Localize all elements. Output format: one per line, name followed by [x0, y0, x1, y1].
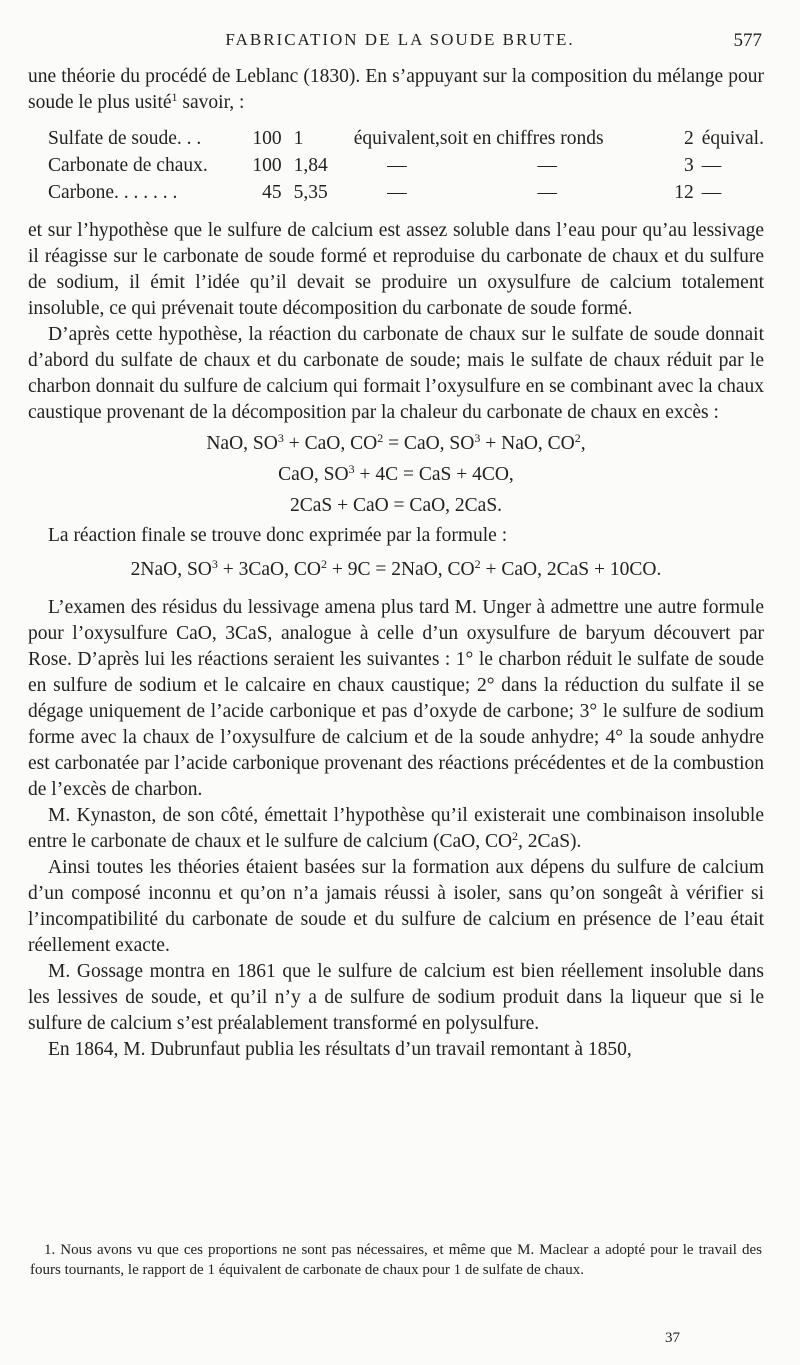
formula-exponent: 3: [211, 557, 218, 571]
table-cell: 100: [252, 128, 282, 149]
paragraph: [28, 803, 764, 855]
formula-exponent: 3: [277, 431, 284, 445]
table-cell: 3: [683, 155, 694, 176]
table-cell: Carbonate de chaux.: [48, 155, 208, 176]
table-cell: 1: [293, 128, 304, 149]
body-text: [28, 64, 764, 1063]
formula-exponent: 2: [512, 829, 519, 843]
table-cell: 45: [262, 182, 282, 203]
formula-exponent: 2: [574, 431, 581, 445]
signature-mark: 37: [665, 1330, 680, 1346]
table-cell: 100: [252, 155, 282, 176]
formula-part: NaO, SO: [206, 433, 278, 454]
paragraph: M. Gossage montra en 1861 que le sulfure de calcium est bien réellement insoluble dans les lessives de soude, et qu’il n’y a de sulfure de sodium produit dans la liqueur que si le sulfure de calcium s’est préalablement transformé en polysulfure.: [28, 961, 764, 1034]
table-cell: —: [537, 182, 557, 203]
table-cell: Sulfate de soude. . .: [48, 128, 202, 149]
formula-part: + 3CaO, CO: [217, 559, 321, 580]
table-cell: —: [387, 182, 407, 203]
formula-part: + 4C = CaS + 4CO,: [354, 464, 514, 485]
formula-exponent: 2: [320, 557, 327, 571]
formula-exponent: 3: [348, 462, 355, 476]
formula-part: 2NaO, SO: [130, 559, 212, 580]
paragraph: L’examen des résidus du lessivage amena plus tard M. Unger à admettre une autre formule pour l’oxysulfure CaO, 3CaS, analogue à celle d’un oxysulfure de baryum découvert par Rose. D’après lui les réactions seraient les suivantes : 1° le charbon réduit le sulfate de soude en sulfure de sodium et le calcaire en chaux caustique; 2° dans la réduction du sulfate il se dégage uniquement de l’acide carbonique et pas d’oxyde de carbone; 3° le sulfure de sodium forme avec la chaux de l’oxysulfure de calcium et de la soude anhydre; 4° la soude anhydre est carbonatée par l’acide carbonique provenant des réactions précédentes et de la combustion de l’excès de charbon.: [28, 597, 764, 800]
running-title: FABRICATION DE LA SOUDE BRUTE.: [225, 30, 575, 49]
reaction-equation: [28, 461, 764, 488]
page-number: 577: [733, 30, 762, 51]
formula-part: + CaO, CO: [283, 433, 378, 454]
paragraph-text: M. Kynaston, de son côté, émettait l’hypothèse qu’il existerait une combinaison insoluble entre le carbonate de chaux et le sulfure de calcium (CaO, CO: [28, 805, 764, 852]
paragraph: Ainsi toutes les théories étaient basées sur la formation aux dépens du sulfure de calcium d’un composé inconnu et qu’on n’a jamais réussi à isoler, sans qu’on songeât à vérifier si l’incompatibilité du carbonate de soude et du sulfure de calcium en présence de l’eau était réellement exacte.: [28, 857, 764, 956]
footnote-text: Nous avons vu que ces proportions ne sont pas nécessaires, et même que M. Maclear a adopté pour le travail des fours tournants, le rapport de 1 équivalent de carbonate de chaux pour 1 de sulfate de chaux.: [30, 1242, 762, 1278]
table-row: [48, 125, 764, 152]
table-cell: —: [701, 182, 722, 203]
paragraph: [28, 64, 764, 116]
formula-part: ,: [580, 433, 586, 454]
formula-part: = CaO, SO: [383, 433, 475, 454]
formula-exponent: 3: [474, 431, 481, 445]
paragraph: En 1864, M. Dubrunfaut publia les résultats d’un travail remontant à 1850,: [48, 1039, 632, 1060]
footnote: [30, 1240, 762, 1280]
reaction-equation: [28, 430, 764, 457]
table-cell: 5,35: [293, 182, 328, 203]
reaction-equation: 2CaS + CaO = CaO, 2CaS.: [289, 495, 503, 516]
table-cell: équivalent,: [353, 128, 440, 149]
formula-part: + CaO, 2CaS + 10CO.: [480, 559, 662, 580]
paragraph: D’après cette hypothèse, la réaction du carbonate de chaux sur le sulfate de soude donnait d’abord du sulfate de chaux et du carbonate de soude; mais le sulfate de chaux réduit par le charbon donnait du sulfure de calcium qui formait l’oxysulfure en se combinant avec la chaux caustique provenant de la décomposition par la chaleur du carbonate de chaux en excès :: [28, 324, 764, 423]
footnote-ref: 1: [171, 90, 178, 104]
page-header: [0, 30, 800, 54]
final-equation: [28, 557, 764, 583]
formula-exponent: 2: [377, 431, 384, 445]
formula-part: + NaO, CO: [480, 433, 575, 454]
formula-part: CaO, SO: [278, 464, 349, 485]
footnote-marker: 1.: [44, 1242, 56, 1258]
formula-exponent: 2: [474, 557, 481, 571]
table-cell: —: [387, 155, 407, 176]
paragraph-text: une théorie du procédé de Leblanc (1830). En s’appuyant sur la composition du mélange pour soude le plus usité: [28, 66, 764, 113]
composition-table: [48, 125, 764, 206]
table-cell: 2: [683, 128, 694, 149]
table-cell: 1,84: [293, 155, 328, 176]
table-cell: 12: [674, 182, 694, 203]
formula-part: + 9C = 2NaO, CO: [326, 559, 475, 580]
table-cell: soit en chiffres ronds: [439, 128, 604, 149]
paragraph-text: , 2CaS).: [518, 831, 582, 852]
paragraph-text: savoir, :: [177, 92, 245, 113]
table-row: [48, 152, 764, 179]
paragraph: La réaction finale se trouve donc exprimée par la formule :: [48, 525, 508, 546]
table-cell: —: [537, 155, 557, 176]
table-cell: équival.: [701, 128, 764, 149]
table-cell: —: [701, 155, 722, 176]
table-cell: Carbone. . . . . . .: [48, 182, 178, 203]
paragraph: et sur l’hypothèse que le sulfure de calcium est assez soluble dans l’eau pour qu’au lessivage il réagisse sur le carbonate de soude formé et reproduise du carbonate de chaux et du sulfure de sodium, il émit l’idée qu’il devait se produire un oxysulfure de calcium totalement insoluble, ce qui prévenait toute décomposition du carbonate de soude formé.: [28, 220, 764, 319]
table-row: [48, 179, 764, 206]
